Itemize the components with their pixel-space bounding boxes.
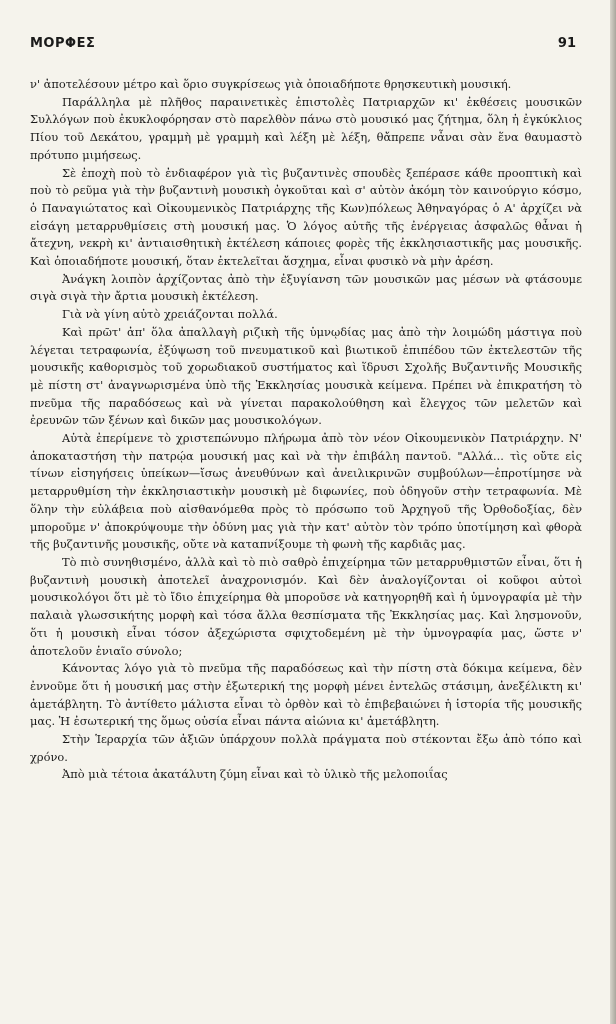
paragraph: Ἀπὸ μιὰ τέτοια ἀκατάλυτη ζύμη εἶναι καὶ τὸ ὑλικὸ τῆς μελοποιΐας [62, 767, 448, 782]
paragraph: Κάνοντας λόγο γιὰ τὸ πνεῦμα τῆς παραδόσεως καὶ τὴν πίστη στὰ δόκιμα κείμενα, δὲν ἐννοῦμε ὅτι ἡ μουσική μας στὴν ἐξωτερική της μορφὴ μένει ἐντελῶς στάσιμη, ἀνεξέλικτη κι' ἀμετάβλητη. Τὸ ἀντίθετο μάλιστα εἶναι τὸ ὀρθὸν καὶ τὸ ἐπιβεβαιώνει ἡ ἱστορία τῆς μουσικῆς μας. Ἡ ἐσωτερική της ὅμως οὐσία εἶναι πάντα αἰώνια κι' ἀμετάβλητη. [30, 661, 582, 729]
paragraph: Σὲ ἐποχὴ ποὺ τὸ ἐνδιαφέρον γιὰ τὶς βυζαντινὲς σπουδὲς ξεπέρασε κάθε προοπτικὴ καὶ ποὺ τὸ ρεῦμα γιὰ τὴν βυζαντινὴ μουσικὴ ὀγκοῦται καὶ σ' αὐτὸν ἀκόμη τὸν καινούργιο κόσμο, ὁ Παναγιώτατος καὶ Οἰκουμενικὸς Πατριάρχης τῆς Κων)πόλεως Ἀθηναγόρας ὁ Α' ἀρχίζει νὰ εἰσάγη μεταρρυθμίσεις στὴ μουσική μας. Ὁ λόγος αὐτῆς τῆς ἐνέργειας ἀσφαλῶς θἆναι ἡ ἄτεχνη, νεκρὴ κι' ἀντιαισθητικὴ ἐκτέλεση κάποιες φορὲς τῆς ἐκκλησιαστικῆς μας μουσικῆς. Καὶ ὁποιαδήποτε μουσική, ὅταν ἐκτελεῖται ἄσχημα, εἶναι φυσικὸ νὰ μὴν ἀρέση. [30, 165, 582, 269]
paragraph: Γιὰ νὰ γίνη αὐτὸ χρειάζονται πολλά. [62, 307, 278, 322]
page-edge-shadow [610, 0, 616, 1024]
paragraph: Καὶ πρῶτ' ἀπ' ὅλα ἀπαλλαγὴ ριζικὴ τῆς ὑμνῳδίας μας ἀπὸ τὴν λοιμώδη μάστιγα ποὺ λέγεται τετραφωνία, ἐξύψωση τοῦ πνευματικοῦ καὶ βιωτικοῦ ἐπιπέδου τῶν ἐκτελεστῶν τῆς μουσικῆς καθορισμὸς τοῦ χορωδιακοῦ συστήματος καὶ ἵδρυσι Σχολῆς Βυζαντινῆς Μουσικῆς μὲ πίστη στ' ἀναγνωρισμένα ὑπὸ τῆς Ἐκκλησίας μουσικὰ κείμενα. Πρέπει νὰ ἐπικρατήση τὸ πνεῦμα τῆς παραδόσεως καὶ νὰ γίνεται παρακολούθηση καὶ ἔλεγχος τῶν μελετῶν καὶ ἐρευνῶν τῶν ξένων καὶ δικῶν μας μουσικολόγων. [30, 324, 582, 428]
paragraph: Παράλληλα μὲ πλῆθος παραινετικὲς ἐπιστολὲς Πατριαρχῶν κι' ἐκθέσεις μουσικῶν Συλλόγων ποὺ ἐκυκλοφόρησαν στὸ παρελθὸν πάνω στὸ μουσικό μας ζήτημα, ὅλη ἡ ἐγκύκλιος Πίου τοῦ Δεκάτου, γραμμὴ μὲ γραμμὴ καὶ λέξη μὲ λέξη, θἄπρεπε νἆναι σὰν ἕνα θαυμαστὸ πρότυπο μιμήσεως. [30, 94, 582, 162]
running-title: ΜΟΡΦΕΣ [30, 36, 96, 51]
paragraph: ν' ἀποτελέσουν μέτρο καὶ ὅριο συγκρίσεως γιὰ ὁποιαδήποτε θρησκευτικὴ μουσική. [30, 77, 512, 91]
paragraph: Στὴν Ἱεραρχία τῶν ἀξιῶν ὑπάρχουν πολλὰ πράγματα ποὺ στέκονται ἔξω ἀπὸ τόπο καὶ χρόνο. [30, 732, 582, 764]
paragraph: Τὸ πιὸ συνηθισμένο, ἀλλὰ καὶ τὸ πιὸ σαθρὸ ἐπιχείρημα τῶν μεταρρυθμιστῶν εἶναι, ὅτι ἡ βυζαντινὴ μουσικὴ ἀποτελεῖ ἀναχρονισμόν. Καὶ δὲν ἀναλογίζονται οἱ κοῦφοι αὐτοὶ μουσικολόγοι ὅτι μὲ τὸ ἴδιο ἐπιχείρημα θὰ μποροῦσε νὰ κατηγορηθῆ καὶ ἡ ὑμνογραφία μὲ τὴν παλαιὰ γλωσσικήτης μορφὴ καὶ τόσα ἄλλα θεσπίσματα τῆς Ἐκκλησίας μας. Καὶ λησμονοῦν, ὅτι ἡ μουσικὴ εἶναι τόσον ἀξεχώριστα σφιχτοδεμένη μὲ τὴν ὑμνογραφία μας, ὥστε ν' ἀποτελοῦν ἑνιαῖο σύνολο; [30, 554, 582, 658]
running-header [30, 36, 576, 56]
paragraph: Ἀνάγκη λοιπὸν ἀρχίζοντας ἀπὸ τὴν ἐξυγίανση τῶν μουσικῶν μας μέσων νὰ φτάσουμε σιγὰ σιγὰ τὴν ἄρτια μουσικὴ ἐκτέλεση. [30, 271, 582, 304]
page-number: 91 [557, 36, 576, 51]
page-body [30, 76, 582, 784]
paragraph: Αὐτὰ ἐπερίμενε τὸ χριστεπώνυμο πλήρωμα ἀπὸ τὸν νέον Οἰκουμενικὸν Πατριάρχην. Ν' ἀποκαταστήση τὴν πατρῴα μουσική μας καὶ νὰ τὴν ἐπιβάλη παντοῦ. "Αλλά... τὶς οὔτε εἰς τίνων εἰσηγήσεις ὑπείκων—ἴσως ἀνευθύνων καὶ ἀνειλικρινῶν συμβούλων—ἐπροτίμησε νὰ μεταρρυθμίση τὴν ἐκκλησιαστικὴν μουσικὴ μὲ διφωνίες, ποὺ ὁδηγοῦν στὴν τετραφωνία. Μὲ ὅλην τὴν εὐλάβεια ποὺ αἰσθανόμεθα πρὸς τὸ πρόσωπο τοῦ Ἀρχηγοῦ τῆς Ὀρθοδοξίας, δὲν μποροῦμε ν' ἀποκρύψουμε τὴν ὀδύνη μας γιὰ τὴν κατ' αὐτὸν τὸν τρόπο ὑποτίμηση καὶ φθορὰ τῆς βυζαντινῆς μουσικῆς, οὔτε νὰ καταπνίξουμε τὴ φωνὴ τῆς καρδιᾶς μας. [30, 431, 582, 552]
